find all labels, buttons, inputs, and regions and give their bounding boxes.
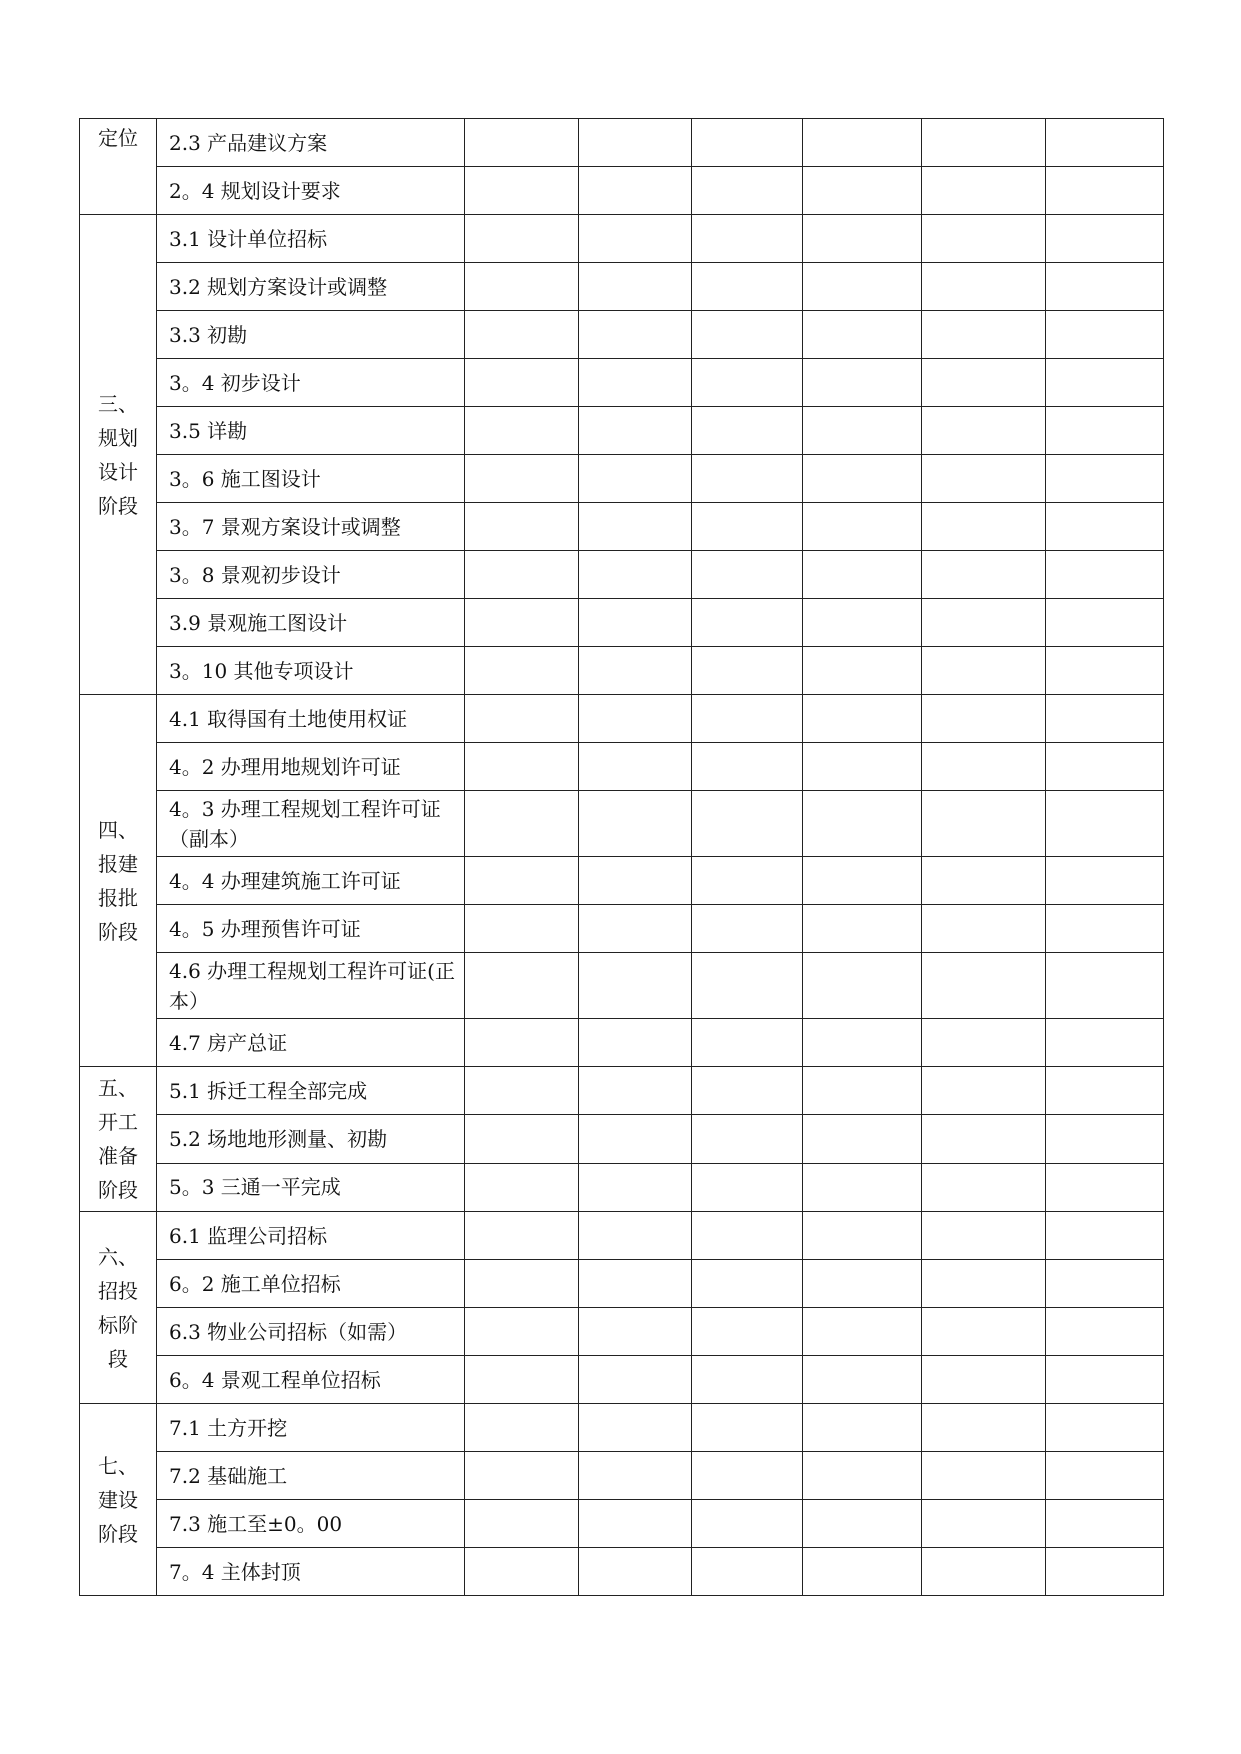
task-cell: 4。3 办理工程规划工程许可证（副本） <box>157 791 465 857</box>
blank-cell[interactable] <box>692 743 803 791</box>
stage-cell <box>80 695 157 1067</box>
blank-cell[interactable] <box>692 1115 803 1163</box>
blank-cell[interactable] <box>803 215 922 263</box>
blank-cell[interactable] <box>465 1308 579 1356</box>
blank-cell[interactable] <box>1046 503 1164 551</box>
table-row <box>80 857 1164 905</box>
blank-cell[interactable] <box>922 503 1046 551</box>
table-row <box>80 359 1164 407</box>
task-cell: 7.3 施工至±0。00 <box>157 1500 465 1548</box>
schedule-table <box>79 118 1164 1596</box>
stage-label-line: 三、 <box>98 391 138 416</box>
task-cell: 3。7 景观方案设计或调整 <box>157 503 465 551</box>
blank-cell[interactable] <box>1046 455 1164 503</box>
blank-cell[interactable] <box>465 1548 579 1596</box>
blank-cell[interactable] <box>692 1452 803 1500</box>
blank-cell[interactable] <box>465 551 579 599</box>
blank-cell[interactable] <box>922 1163 1046 1211</box>
blank-cell[interactable] <box>579 455 692 503</box>
blank-cell[interactable] <box>922 455 1046 503</box>
task-cell: 3.5 详勘 <box>157 407 465 455</box>
blank-cell[interactable] <box>922 1356 1046 1404</box>
blank-cell[interactable] <box>579 215 692 263</box>
stage-label-line: 四、 <box>98 817 138 842</box>
blank-cell[interactable] <box>692 455 803 503</box>
blank-cell[interactable] <box>579 1212 692 1260</box>
task-cell: 6.3 物业公司招标（如需） <box>157 1308 465 1356</box>
blank-cell[interactable] <box>803 695 922 743</box>
blank-cell[interactable] <box>803 551 922 599</box>
blank-cell[interactable] <box>922 695 1046 743</box>
table-row <box>80 455 1164 503</box>
blank-cell[interactable] <box>465 1212 579 1260</box>
task-cell: 6。4 景观工程单位招标 <box>157 1356 465 1404</box>
table-row <box>80 167 1164 215</box>
task-cell: 6.1 监理公司招标 <box>157 1212 465 1260</box>
blank-cell[interactable] <box>1046 599 1164 647</box>
blank-cell[interactable] <box>803 263 922 311</box>
blank-cell[interactable] <box>465 1452 579 1500</box>
blank-cell[interactable] <box>692 599 803 647</box>
table-row <box>80 1548 1164 1596</box>
blank-cell[interactable] <box>803 1308 922 1356</box>
task-cell: 5。3 三通一平完成 <box>157 1163 465 1211</box>
blank-cell[interactable] <box>579 119 692 167</box>
blank-cell[interactable] <box>465 905 579 953</box>
task-cell: 5.2 场地地形测量、初勘 <box>157 1115 465 1163</box>
blank-cell[interactable] <box>803 455 922 503</box>
blank-cell[interactable] <box>465 1260 579 1308</box>
blank-cell[interactable] <box>922 1115 1046 1163</box>
blank-cell[interactable] <box>922 1308 1046 1356</box>
blank-cell[interactable] <box>1046 647 1164 695</box>
blank-cell[interactable] <box>579 1163 692 1211</box>
blank-cell[interactable] <box>579 263 692 311</box>
stage-label-line: 五、 <box>98 1076 138 1100</box>
blank-cell[interactable] <box>803 791 922 857</box>
table-row <box>80 1404 1164 1452</box>
blank-cell[interactable] <box>579 743 692 791</box>
blank-cell[interactable] <box>1046 695 1164 743</box>
blank-cell[interactable] <box>692 359 803 407</box>
blank-cell[interactable] <box>692 551 803 599</box>
task-cell: 5.1 拆迁工程全部完成 <box>157 1067 465 1115</box>
blank-cell[interactable] <box>692 407 803 455</box>
blank-cell[interactable] <box>579 1115 692 1163</box>
blank-cell[interactable] <box>922 407 1046 455</box>
blank-cell[interactable] <box>922 1067 1046 1115</box>
task-cell: 3.2 规划方案设计或调整 <box>157 263 465 311</box>
blank-cell[interactable] <box>692 1548 803 1596</box>
table-row <box>80 695 1164 743</box>
task-cell: 3。4 初步设计 <box>157 359 465 407</box>
blank-cell[interactable] <box>1046 551 1164 599</box>
table-row <box>80 599 1164 647</box>
blank-cell[interactable] <box>1046 1115 1164 1163</box>
blank-cell[interactable] <box>803 1452 922 1500</box>
stage-label-line: 阶段 <box>98 493 138 518</box>
blank-cell[interactable] <box>1046 263 1164 311</box>
blank-cell[interactable] <box>579 647 692 695</box>
blank-cell[interactable] <box>465 167 579 215</box>
blank-cell[interactable] <box>579 857 692 905</box>
table-row <box>80 1260 1164 1308</box>
blank-cell[interactable] <box>803 1548 922 1596</box>
task-cell: 2。4 规划设计要求 <box>157 167 465 215</box>
blank-cell[interactable] <box>803 1212 922 1260</box>
blank-cell[interactable] <box>692 1404 803 1452</box>
blank-cell[interactable] <box>579 311 692 359</box>
blank-cell[interactable] <box>692 1500 803 1548</box>
blank-cell[interactable] <box>465 791 579 857</box>
blank-cell[interactable] <box>579 953 692 1019</box>
task-cell: 3。10 其他专项设计 <box>157 647 465 695</box>
blank-cell[interactable] <box>465 1404 579 1452</box>
blank-cell[interactable] <box>922 1260 1046 1308</box>
table-row <box>80 1067 1164 1115</box>
stage-label-line: 设计 <box>98 459 138 484</box>
blank-cell[interactable] <box>465 695 579 743</box>
blank-cell[interactable] <box>579 599 692 647</box>
task-cell: 4.6 办理工程规划工程许可证(正本） <box>157 953 465 1019</box>
blank-cell[interactable] <box>922 119 1046 167</box>
blank-cell[interactable] <box>1046 167 1164 215</box>
blank-cell[interactable] <box>465 359 579 407</box>
stage-label-line: 建设 <box>98 1487 138 1512</box>
blank-cell[interactable] <box>803 1404 922 1452</box>
blank-cell[interactable] <box>579 1308 692 1356</box>
blank-cell[interactable] <box>803 1500 922 1548</box>
blank-cell[interactable] <box>922 311 1046 359</box>
stage-label-line: 段 <box>108 1346 128 1371</box>
blank-cell[interactable] <box>922 1019 1046 1067</box>
blank-cell[interactable] <box>1046 1308 1164 1356</box>
blank-cell[interactable] <box>922 857 1046 905</box>
stage-label-line: 七、 <box>98 1453 138 1478</box>
blank-cell[interactable] <box>579 503 692 551</box>
blank-cell[interactable] <box>579 791 692 857</box>
stage-cell <box>80 215 157 695</box>
blank-cell[interactable] <box>803 311 922 359</box>
blank-cell[interactable] <box>922 1452 1046 1500</box>
blank-cell[interactable] <box>1046 857 1164 905</box>
blank-cell[interactable] <box>803 167 922 215</box>
blank-cell[interactable] <box>1046 743 1164 791</box>
blank-cell[interactable] <box>579 1356 692 1404</box>
blank-cell[interactable] <box>579 1404 692 1452</box>
blank-cell[interactable] <box>579 695 692 743</box>
blank-cell[interactable] <box>692 647 803 695</box>
blank-cell[interactable] <box>465 1500 579 1548</box>
blank-cell[interactable] <box>465 263 579 311</box>
stage-label-line: 阶段 <box>98 1178 138 1202</box>
stage-label-line: 报批 <box>98 885 138 910</box>
blank-cell[interactable] <box>692 167 803 215</box>
table-row <box>80 905 1164 953</box>
blank-cell[interactable] <box>692 1163 803 1211</box>
blank-cell[interactable] <box>579 1019 692 1067</box>
blank-cell[interactable] <box>465 311 579 359</box>
blank-cell[interactable] <box>1046 359 1164 407</box>
blank-cell[interactable] <box>1046 1260 1164 1308</box>
blank-cell[interactable] <box>922 1500 1046 1548</box>
table-row <box>80 311 1164 359</box>
blank-cell[interactable] <box>803 407 922 455</box>
blank-cell[interactable] <box>692 1212 803 1260</box>
blank-cell[interactable] <box>803 905 922 953</box>
blank-cell[interactable] <box>1046 791 1164 857</box>
blank-cell[interactable] <box>1046 1163 1164 1211</box>
stage-label-line: 阶段 <box>98 919 138 944</box>
blank-cell[interactable] <box>465 953 579 1019</box>
table-row <box>80 119 1164 167</box>
blank-cell[interactable] <box>692 215 803 263</box>
blank-cell[interactable] <box>579 905 692 953</box>
table-row <box>80 263 1164 311</box>
stage-label-line: 招投 <box>98 1278 138 1303</box>
blank-cell[interactable] <box>922 791 1046 857</box>
blank-cell[interactable] <box>692 311 803 359</box>
blank-cell[interactable] <box>803 743 922 791</box>
blank-cell[interactable] <box>803 647 922 695</box>
stage-cell <box>80 1404 157 1596</box>
blank-cell[interactable] <box>465 1163 579 1211</box>
stage-label-line: 六、 <box>98 1244 138 1269</box>
blank-cell[interactable] <box>465 407 579 455</box>
blank-cell[interactable] <box>1046 1019 1164 1067</box>
table-row <box>80 1115 1164 1163</box>
blank-cell[interactable] <box>803 1356 922 1404</box>
blank-cell[interactable] <box>465 503 579 551</box>
stage-label-line: 报建 <box>98 851 138 876</box>
blank-cell[interactable] <box>922 167 1046 215</box>
blank-cell[interactable] <box>803 1163 922 1211</box>
blank-cell[interactable] <box>803 119 922 167</box>
blank-cell[interactable] <box>803 1260 922 1308</box>
blank-cell[interactable] <box>579 551 692 599</box>
blank-cell[interactable] <box>1046 1067 1164 1115</box>
blank-cell[interactable] <box>465 647 579 695</box>
task-cell: 4。4 办理建筑施工许可证 <box>157 857 465 905</box>
task-cell: 4。2 办理用地规划许可证 <box>157 743 465 791</box>
blank-cell[interactable] <box>1046 905 1164 953</box>
task-cell: 2.3 产品建议方案 <box>157 119 465 167</box>
table-row <box>80 1452 1164 1500</box>
blank-cell[interactable] <box>922 1404 1046 1452</box>
blank-cell[interactable] <box>465 215 579 263</box>
blank-cell[interactable] <box>465 119 579 167</box>
blank-cell[interactable] <box>922 905 1046 953</box>
blank-cell[interactable] <box>465 1067 579 1115</box>
blank-cell[interactable] <box>922 953 1046 1019</box>
blank-cell[interactable] <box>922 1548 1046 1596</box>
table-row <box>80 1500 1164 1548</box>
blank-cell[interactable] <box>692 263 803 311</box>
stage-label-line: 规划 <box>98 425 138 450</box>
blank-cell[interactable] <box>692 695 803 743</box>
blank-cell[interactable] <box>692 119 803 167</box>
task-cell: 3.3 初勘 <box>157 311 465 359</box>
table-row <box>80 215 1164 263</box>
blank-cell[interactable] <box>922 647 1046 695</box>
blank-cell[interactable] <box>922 599 1046 647</box>
task-cell: 3。6 施工图设计 <box>157 455 465 503</box>
table-row <box>80 647 1164 695</box>
blank-cell[interactable] <box>803 599 922 647</box>
blank-cell[interactable] <box>692 1356 803 1404</box>
blank-cell[interactable] <box>922 215 1046 263</box>
blank-cell[interactable] <box>465 743 579 791</box>
task-cell: 7。4 主体封顶 <box>157 1548 465 1596</box>
task-cell: 4。5 办理预售许可证 <box>157 905 465 953</box>
table-row <box>80 1356 1164 1404</box>
blank-cell[interactable] <box>692 857 803 905</box>
blank-cell[interactable] <box>1046 1500 1164 1548</box>
task-cell: 7.2 基础施工 <box>157 1452 465 1500</box>
blank-cell[interactable] <box>803 1067 922 1115</box>
blank-cell[interactable] <box>692 953 803 1019</box>
blank-cell[interactable] <box>1046 311 1164 359</box>
blank-cell[interactable] <box>922 743 1046 791</box>
blank-cell[interactable] <box>692 1308 803 1356</box>
blank-cell[interactable] <box>1046 953 1164 1019</box>
blank-cell[interactable] <box>922 359 1046 407</box>
stage-cell <box>80 1212 157 1404</box>
blank-cell[interactable] <box>465 599 579 647</box>
task-cell: 7.1 土方开挖 <box>157 1404 465 1452</box>
blank-cell[interactable] <box>465 455 579 503</box>
table-row <box>80 791 1164 857</box>
blank-cell[interactable] <box>803 857 922 905</box>
blank-cell[interactable] <box>579 167 692 215</box>
table-row <box>80 503 1164 551</box>
stage-cell <box>80 119 157 215</box>
blank-cell[interactable] <box>1046 407 1164 455</box>
table-row <box>80 551 1164 599</box>
blank-cell[interactable] <box>1046 119 1164 167</box>
blank-cell[interactable] <box>692 503 803 551</box>
stage-label-line: 标阶 <box>98 1312 138 1337</box>
blank-cell[interactable] <box>465 857 579 905</box>
blank-cell[interactable] <box>465 1115 579 1163</box>
stage-label-line: 定位 <box>98 126 138 150</box>
blank-cell[interactable] <box>579 1452 692 1500</box>
stage-label-line: 开工 <box>98 1110 138 1134</box>
task-cell: 4.7 房产总证 <box>157 1019 465 1067</box>
blank-cell[interactable] <box>579 1067 692 1115</box>
task-cell: 3.1 设计单位招标 <box>157 215 465 263</box>
task-cell: 4.1 取得国有土地使用权证 <box>157 695 465 743</box>
blank-cell[interactable] <box>803 359 922 407</box>
schedule-table-body <box>80 119 1164 1596</box>
table-row <box>80 743 1164 791</box>
blank-cell[interactable] <box>803 1115 922 1163</box>
table-row <box>80 953 1164 1019</box>
stage-label-line: 阶段 <box>98 1521 138 1546</box>
blank-cell[interactable] <box>692 791 803 857</box>
table-row <box>80 1163 1164 1211</box>
blank-cell[interactable] <box>579 1548 692 1596</box>
blank-cell[interactable] <box>465 1356 579 1404</box>
stage-label-line: 准备 <box>98 1144 138 1168</box>
blank-cell[interactable] <box>1046 1212 1164 1260</box>
task-cell: 3。8 景观初步设计 <box>157 551 465 599</box>
blank-cell[interactable] <box>579 1500 692 1548</box>
table-row <box>80 1019 1164 1067</box>
stage-cell <box>80 1067 157 1212</box>
blank-cell[interactable] <box>1046 1404 1164 1452</box>
blank-cell[interactable] <box>922 263 1046 311</box>
blank-cell[interactable] <box>692 1260 803 1308</box>
table-row <box>80 1212 1164 1260</box>
task-cell: 3.9 景观施工图设计 <box>157 599 465 647</box>
table-row <box>80 1308 1164 1356</box>
task-cell: 6。2 施工单位招标 <box>157 1260 465 1308</box>
blank-cell[interactable] <box>692 905 803 953</box>
blank-cell[interactable] <box>1046 215 1164 263</box>
blank-cell[interactable] <box>803 503 922 551</box>
blank-cell[interactable] <box>692 1019 803 1067</box>
blank-cell[interactable] <box>692 1067 803 1115</box>
blank-cell[interactable] <box>922 551 1046 599</box>
blank-cell[interactable] <box>1046 1452 1164 1500</box>
table-row <box>80 407 1164 455</box>
blank-cell[interactable] <box>803 953 922 1019</box>
blank-cell[interactable] <box>1046 1356 1164 1404</box>
blank-cell[interactable] <box>1046 1548 1164 1596</box>
blank-cell[interactable] <box>579 1260 692 1308</box>
blank-cell[interactable] <box>579 407 692 455</box>
blank-cell[interactable] <box>465 1019 579 1067</box>
blank-cell[interactable] <box>922 1212 1046 1260</box>
blank-cell[interactable] <box>803 1019 922 1067</box>
blank-cell[interactable] <box>579 359 692 407</box>
